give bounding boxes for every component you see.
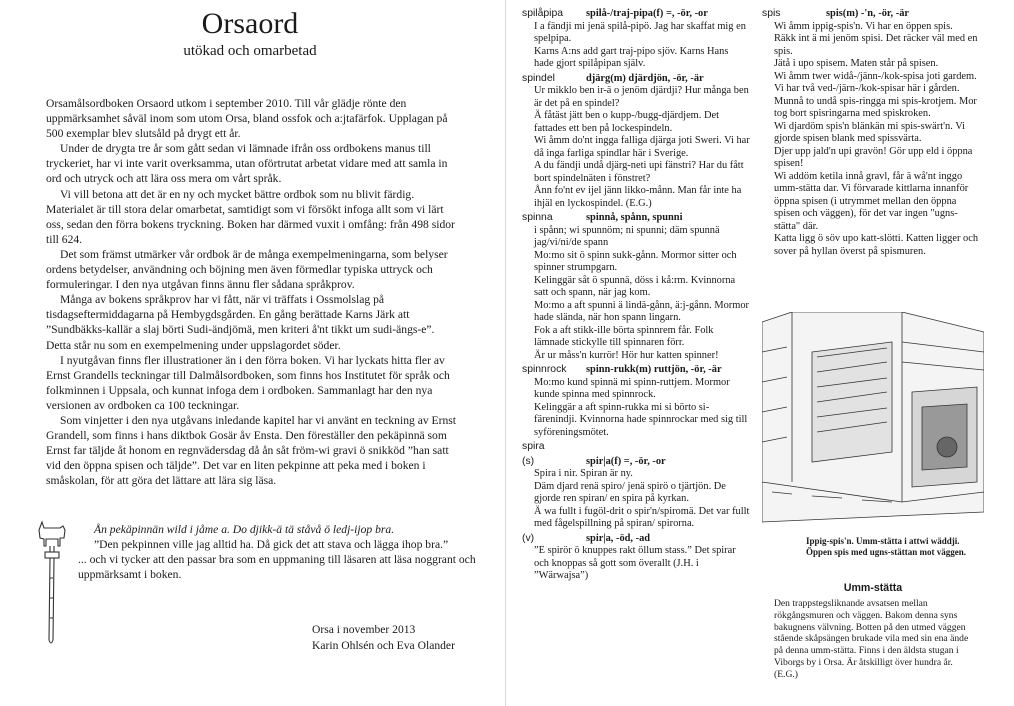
pointer-stick-horse-drawing <box>30 518 72 648</box>
lookup-word: (s) <box>522 455 535 467</box>
example-sentence: Ånn fo'nt ev ijel jänn likko-månn. Man får inte ha ihjäl en lyckospindel. (E.G.) <box>534 185 742 209</box>
lookup-word: (v) <box>522 532 535 544</box>
example-sentence: Wi åmm do'nt ingga falliga djärga joti Sweri. Vi har då inga farliga spindlar här i Sverige. <box>534 135 750 159</box>
open-fireplace-drawing <box>762 312 984 534</box>
entry-headword <box>762 8 982 21</box>
entry-headword <box>522 212 750 225</box>
paragraph: Orsamålsordboken Orsaord utkom i september 2010. Till vår glädje rönte den uppmärksamhet såväl inom som utom Orsa, bland ossfok och a:jtafärfok. Upplagan på 500 exemplar blev slutsåld på drygt ett år. <box>46 97 448 141</box>
example-sentence: Räkk int ä mi jenöm spisi. Det räcker väl med en spis. <box>774 33 978 57</box>
info-box-title: Umm-stätta <box>843 582 903 594</box>
example-sentence: Spira i nir. Spiran är ny. <box>534 468 633 479</box>
page-subtitle: utökad och omarbetad <box>183 43 317 59</box>
entry-headword <box>522 533 750 546</box>
example-sentence: Kelinggär a aft spinn-rukka mi si börto si-färenindji. Kvinnorna hade spinnrockar med sig till syföreningsmötet. <box>534 401 748 438</box>
entry-headword <box>522 73 750 86</box>
example-sentence: Är ur måss'n kurrör! Hör hur katten spinner! <box>534 349 719 361</box>
lookup-word: spira <box>522 441 545 452</box>
paragraph: Vi vill betona att det är en ny och mycket bättre ordbok som nu blivit färdig. Materialet är till stora delar omarbetat, samtidigt som vi försökt infoga allt som vi lärt oss, sedan den förra bokens tryckning. Boken har därmed vuxit i omfång: från 498 sidor till 624. <box>46 187 455 246</box>
example-sentence: Ä fåtäst jätt ben o kupp-/bugg-djärdjem. Det fattades ett ben på lockespindeln. <box>534 110 719 134</box>
entry-headword <box>522 364 750 377</box>
lookup-word: spilåpipa <box>522 8 564 19</box>
lookup-word: spinna <box>522 212 553 223</box>
example-sentence: Karns A:ns add gart traj-pipo sjöv. Karns Hans hade gjort spilåpipan själv. <box>534 45 729 69</box>
paragraph: Som vinjetter i den nya utgåvans inledande kapitel har vi använt en teckning av Ernst Grandell, som finns i hans diktbok Gosär åv Ensta. Den föreställer den pekäpinnä som Ernst far täljde åt honom en regnvädersdag då ån såt fröm-wi gravi ö snikköd ”han satt vid den öppna spisen och täljde”. Det var en liten pekpinne att peka med i boken i småskolan, för att göra det lättare att lära sig läsa. <box>46 413 457 488</box>
caption-text: Ippig-spis'n. Umm-stätta i attwi wäddji. Öppen spis med ugns-stättan mot väggen. <box>806 536 967 557</box>
paragraph: I nyutgåvan finns fler illustrationer än i den förra boken. Vi har lyckats hitta fler av Ernst Grandells teckningar till Dalmålsordboken, som finns hos Institutet för språk och folkminnen i Uppsala, och kunnat infoga dem i ordboken. Sammanlagt har den nya versionen av ordboken ca 100 teckningar. <box>46 353 450 412</box>
dialect-form: spis(m) -'n, -ör, -är <box>826 8 910 19</box>
vignette-text <box>78 522 488 582</box>
entry-headword <box>522 441 750 454</box>
example-sentence: Wi addöm ketila innå gravl, får ä wå'nt inggo umm-stätta dar. Vi förvarade kittlarna innanför öppna spisen (i utrymmet mellan den öppna spisen och väggen), för det var ingen "ugns-stätta" där. <box>774 170 969 232</box>
entry-headword <box>522 456 750 469</box>
vignette-translation: ”Den pekpinnen ville jag alltid ha. Då gick det att stava och lägga ihop bra.” <box>94 538 449 552</box>
info-box-text: Den trappstegsliknande avsatsen mellan rökgångsmuren och väggen. Bakom denna syns bakugnens välvning. Botten på den utmed väggen stående skåpsängen brukade vila med sin ena ände på denna umm-stätta. Finns i den äldsta stugan i Viborgs by i Orsa. Är åtskilligt över hundra år. (E.G.) <box>774 598 969 680</box>
lookup-word: spinnrock <box>522 364 567 375</box>
dialect-form: spir|a, -öd, -ad <box>586 532 651 544</box>
preface-body <box>46 96 456 488</box>
example-sentence: Mo:mo a aft spunni ä lindä-gånn, ä:j-gånn. Mormor hade slända, när hon spann lingarn. <box>534 299 749 323</box>
dialect-form: spinnå, spånn, spunni <box>586 212 683 223</box>
paragraph: Det som främst utmärker vår ordbok är de många exempelmeningarna, som belyser ordens betydelser, användning och böjning men även förmedlar typiska uttryck och formuleringar. I den nya utgåvan finns ännu fler sådana språkprov. <box>46 247 448 292</box>
signature-place-date: Orsa i november 2013 <box>312 623 416 636</box>
left-page <box>0 0 506 706</box>
example-sentence: Wi åmm twer widå-/jänn-/kok-spisa joti gardem. Vi har två ved-/järn-/kok-spisar här i gården. <box>774 70 977 94</box>
paragraph: Många av bokens språkprov har vi fått, när vi träffats i Ossmolslag på tisdagseftermiddagarna på Hembygdsgården. En gång berättade Karns Järk att ”Sundbäkks-kallär a slaj börti Sudi-ändjömä, men kriteri å'nt tikkt um sudi-ängs-e”. Detta står nu som en exempelmening under uppslagordet söder. <box>46 293 435 352</box>
dictionary-column-right <box>762 6 982 258</box>
dialect-form: spilå-/traj-pipa(f) =, -ör, -or <box>586 8 708 19</box>
lookup-word: spis <box>762 8 781 19</box>
example-sentence: Wi djardöm spis'n blänkän mi spis-swärt'n. Vi gjorde spisen blank med spissvärta. <box>774 120 965 144</box>
right-page <box>506 0 1014 706</box>
drawing-caption <box>806 536 986 558</box>
dialect-form: spinn-rukk(m) ruttjön, -ör, -är <box>586 364 722 375</box>
example-sentence: Wi åmm ippig-spis'n. Vi har en öppen spis. <box>774 20 953 32</box>
example-sentence: ”E spirör ö knuppes rakt öllum stass.” Det spirar och knoppas så gott som överallt (J.H. i ”Wärwajsa”) <box>534 545 736 581</box>
dialect-form: spir|a(f) =, -ör, -or <box>586 455 666 467</box>
entry-headword <box>522 8 750 21</box>
example-sentence: Däm djard renä spiro/ jenä spirö o tjärtjön. De gjorde ren spiran/ en spira på kyrkan. <box>534 480 726 504</box>
vignette-quote: Ån pekäpinnän wild i jåme a. Do djikk-ä tä ståvå ö ledj-ijop bra. <box>94 523 395 536</box>
example-sentence: Ur mikklo ben ir-ä o jenöm djärdji? Hur många ben är det på en spindel? <box>534 85 749 109</box>
example-sentence: Jätå i upo spisem. Maten står på spisen. <box>774 58 939 69</box>
example-sentence: A du fändji undå djärg-neti upi fänstri? Har du fått bort spindelnäten i fönstret? <box>534 160 744 184</box>
lookup-word: spindel <box>522 72 555 84</box>
vignette-comment: ... och vi tycker att den passar bra som en uppmaning till läsaren att läsa noggrant och uppmärksamt i boken. <box>78 553 476 582</box>
example-sentence: Mo:mo kund spinnä mi spinn-ruttjem. Mormor kunde spinna med spinnrock. <box>534 376 730 400</box>
example-sentence: I a fändji mi jenä spilå-pipö. Jag har skaffat mig en spelpipa. <box>534 20 746 44</box>
signature-authors: Karin Ohlsén och Eva Olander <box>312 639 455 652</box>
example-sentence: Fok a aft stikk-ille börta spinnrem får. Folk lämnade stickylle till spinnaren förr. <box>534 324 714 348</box>
example-sentence: Katta ligg ö söv upo katt-slötti. Katten ligger och sover på hyllan överst på spismuren. <box>774 233 979 257</box>
example-sentence: Kelinggär såt ö spunnä, döss i kå:rm. Kvinnorna satt och spann, när jag kom. <box>534 274 736 298</box>
example-sentence: Mo:mo sit ö spinn sukk-gånn. Mormor sitter och spinner strumpgarn. <box>534 249 737 273</box>
example-sentence: Djer upp jald'n upi gravön! Gör upp eld i öppna spisen! <box>774 145 973 169</box>
page-title: Orsaord <box>201 7 299 40</box>
example-sentence: Ä wa fullt i fugöl-drit o spir'n/spiromä. Det var fullt med fågelspillning på spiran/ spirorna. <box>534 505 750 529</box>
dialect-form: djärg(m) djärdjön, -ör, -är <box>586 72 704 84</box>
example-sentence: i spånn; wi spunnöm; ni spunni; däm spunnä jag/vi/ni/de spann <box>534 224 720 248</box>
signature <box>312 622 482 654</box>
paragraph: Under de drygta tre år som gått sedan vi lämnade ifrån oss ordbokens manus till tryckeriet, har vi inte varit overksamma, utan oförtrutat arbetat vidare med att samla in ord och utryck och att lära oss mera om vårt språk. <box>46 142 448 186</box>
example-sentence: Munnå to undå spis-ringga mi spis-krotjem. Mor tog bort spisringarna med spiskroken. <box>774 95 977 119</box>
dictionary-column-left <box>522 6 750 583</box>
